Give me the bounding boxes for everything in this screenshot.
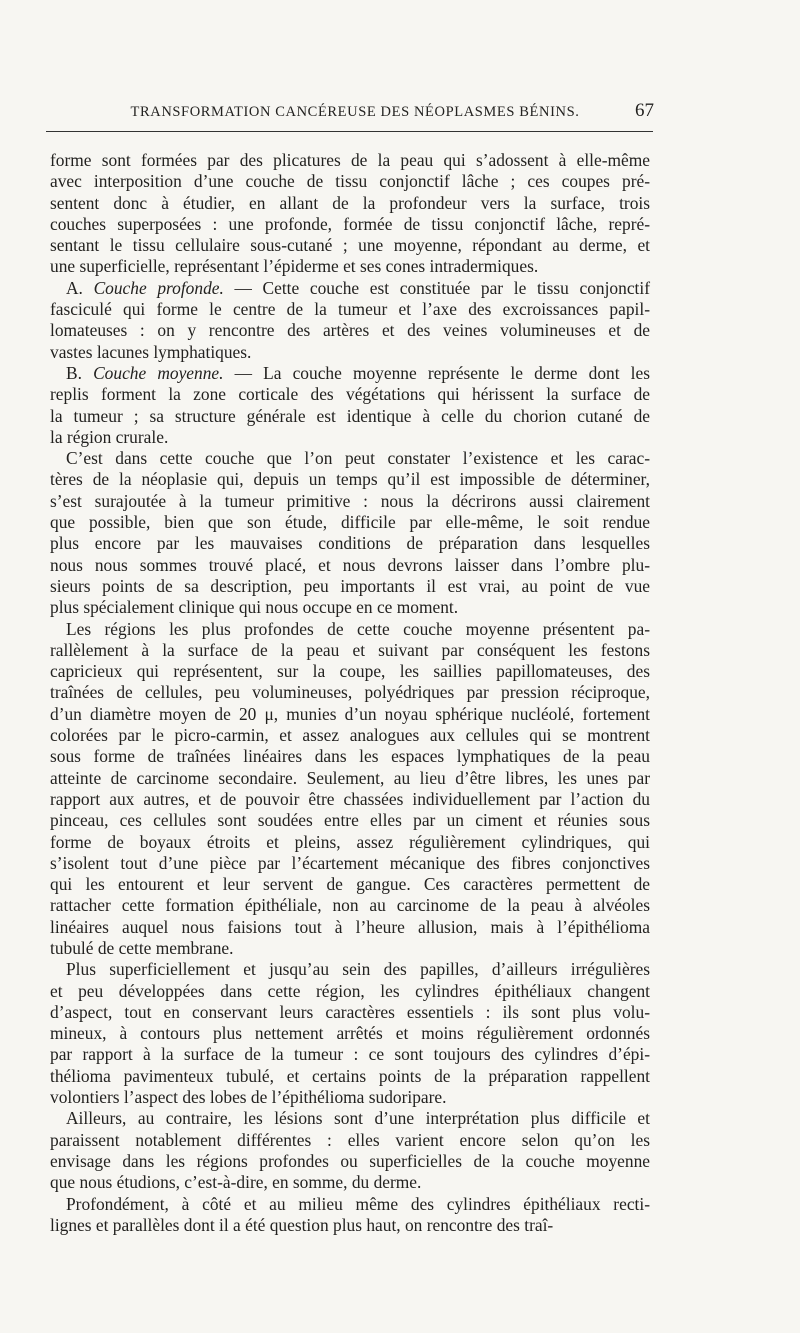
text-line: que nous étudions, c’est-à-dire, en somme, du derme. [50, 1172, 422, 1193]
text-line: nous nous sommes trouvé placé, et nous devrons laisser dans l’ombre plu- [50, 554, 650, 575]
text-line: linéaires auquel nous faisions tout à l’heure allusion, mais à l’épithélioma [50, 916, 650, 937]
text-line: tères de la néoplasie qui, depuis un temps qu’il est impossible de déterminer, [50, 469, 650, 490]
text-line: rallèlement à la surface de la peau et suivant par conséquent les festons [50, 639, 650, 660]
text-line: paraissent notablement différentes : elles varient encore selon qu’on les [50, 1129, 650, 1150]
text-line: thélioma pavimenteux tubulé, et certains points de la préparation rappellent [50, 1065, 650, 1086]
text-line: traînées de cellules, peu volumineuses, polyédriques par pression réciproque, [50, 682, 650, 703]
header-rule [46, 131, 653, 132]
text-line: rapport aux autres, et de pouvoir être chassées individuellement par l’action du [50, 788, 650, 809]
text-line: lomateuses : on y rencontre des artères et des veines volumineuses et de [50, 320, 650, 341]
text-line: lignes et parallèles dont il a été question plus haut, on rencontre des traî- [50, 1214, 554, 1235]
running-title: TRANSFORMATION CANCÉREUSE DES NÉOPLASMES BÉNINS. [130, 104, 580, 120]
text-line-content: — La couche moyenne représente le derme dont les [223, 362, 650, 383]
text-line: que possible, bien que son étude, difficile par elle-même, le soit rendue [50, 512, 650, 533]
text-line: s’est surajoutée à la tumeur primitive : nous la décrirons aussi clairement [50, 490, 650, 511]
section-heading: Couche profonde. [93, 277, 224, 298]
text-line: la tumeur ; sa structure générale est identique à celle du chorion cutané de [50, 405, 650, 426]
text-line: sentent donc à étudier, en allant de la profondeur vers la surface, trois [50, 192, 650, 213]
text-line: replis forment la zone corticale des végétations qui hérissent la surface de [50, 384, 650, 405]
text-line: pinceau, ces cellules sont soudées entre elles par un ciment et réunies sous [50, 810, 650, 831]
section-letter: A. [66, 277, 94, 298]
text-line: fasciculé qui forme le centre de la tumeur et l’axe des excroissances papil- [50, 299, 650, 320]
text-line: tubulé de cette membrane. [50, 937, 234, 958]
section-heading: Couche moyenne. [93, 362, 224, 383]
text-line: une superficielle, représentant l’épiderme et ses cones intradermiques. [50, 256, 539, 277]
text-line: envisage dans les régions profondes ou superficielles de la couche moyenne [50, 1150, 650, 1171]
text-line: par rapport à la surface de la tumeur : ce sont toujours des cylindres d’épi- [50, 1044, 650, 1065]
text-line: capricieux qui représentent, sur la coupe, les saillies papillomateuses, des [50, 661, 650, 682]
text-line: rattacher cette formation épithéliale, non au carcinome de la peau à alvéoles [50, 895, 650, 916]
text-line: plus spécialement clinique qui nous occupe en ce moment. [50, 597, 459, 618]
text-line: forme de boyaux étroits et pleins, assez régulièrement cylindriques, qui [50, 831, 650, 852]
text-line-content: — Cette couche est constituée par le tissu conjonctif [223, 277, 650, 298]
text-line: Profondément, à côté et au milieu même des cylindres épithéliaux recti- [66, 1193, 650, 1214]
section-letter: B. [66, 362, 94, 383]
text-line: sentant le tissu cellulaire sous-cutané ; une moyenne, répondant au derme, et [50, 235, 650, 256]
text-line: Ailleurs, au contraire, les lésions sont d’une interprétation plus difficile et [66, 1108, 650, 1129]
text-line: s’isolent tout d’une pièce par l’écartement mécanique des fibres conjonctives [50, 852, 650, 873]
text-line: mineux, à contours plus nettement arrêtés et moins régulièrement ordonnés [50, 1023, 650, 1044]
text-line: sous forme de traînées linéaires dans les espaces lymphatiques de la peau [50, 746, 650, 767]
text-line: colorées par le picro-carmin, et assez analogues aux cellules qui se montrent [50, 725, 650, 746]
text-line: vastes lacunes lymphatiques. [50, 341, 252, 362]
text-line: avec interposition d’une couche de tissu conjonctif lâche ; ces coupes pré- [50, 171, 650, 192]
text-line [50, 278, 650, 299]
text-line: d’un diamètre moyen de 20 μ, munies d’un noyau sphérique nucléolé, fortement [50, 703, 650, 724]
text-line: sieurs points de sa description, peu importants il est vrai, au point de vue [50, 575, 650, 596]
page-number: 67 [635, 100, 654, 121]
text-line [50, 363, 650, 384]
body-text [50, 150, 650, 1236]
text-line: la région crurale. [50, 426, 169, 447]
text-line: Les régions les plus profondes de cette couche moyenne présentent pa- [66, 618, 650, 639]
text-line: qui les entourent et leur servent de gangue. Ces caractères permettent de [50, 874, 650, 895]
text-line: volontiers l’aspect des lobes de l’épithélioma sudoripare. [50, 1087, 447, 1108]
text-line: couches superposées : une profonde, formée de tissu conjonctif lâche, repré- [50, 213, 650, 234]
text-line: Plus superficiellement et jusqu’au sein des papilles, d’ailleurs irrégulières [66, 959, 650, 980]
text-line: d’aspect, tout en conservant leurs caractères essentiels : ils sont plus volu- [50, 1001, 650, 1022]
text-line: et peu développées dans cette région, les cylindres épithéliaux changent [50, 980, 650, 1001]
text-line: atteinte de carcinome secondaire. Seulement, au lieu d’être libres, les unes par [50, 767, 650, 788]
text-line: plus encore par les mauvaises conditions de préparation dans lesquelles [50, 533, 650, 554]
text-line: forme sont formées par des plicatures de la peau qui s’adossent à elle-même [50, 150, 650, 170]
text-line: C’est dans cette couche que l’on peut constater l’existence et les carac- [66, 448, 650, 469]
